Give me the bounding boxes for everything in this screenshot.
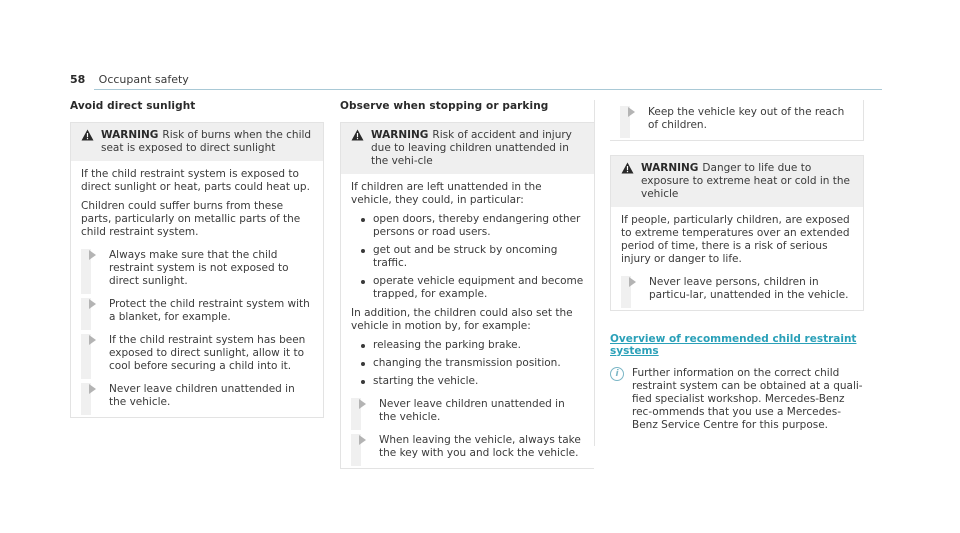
continued-body	[610, 100, 863, 140]
page-header	[70, 73, 189, 86]
instruction-step: If the child restraint system has been exposed to direct sunlight, allow it to cool before securing a child into it.	[81, 334, 313, 373]
warning-triangle-icon	[351, 129, 364, 141]
warning-header	[341, 123, 594, 174]
list-item: changing the transmission position.	[361, 357, 584, 370]
list-item: get out and be struck by oncoming traffic.	[361, 244, 584, 270]
note-text: Further information on the correct child restraint system can be obtained at a quali-fied specialist workshop. Mercedes-Benz rec-ommends that you use a Mercedes-Benz Service Centre for this purpose.	[632, 367, 863, 431]
continued-box	[610, 100, 864, 141]
arrow-right-icon	[628, 107, 635, 117]
paragraph: Children could suffer burns from these parts, particularly on metallic parts of the child restraint system.	[81, 200, 301, 238]
list-item: operate vehicle equipment and become trapped, for example.	[361, 275, 584, 301]
warning-label: WARNING	[371, 129, 429, 141]
heading-stopping-parking: Observe when stopping or parking	[340, 100, 549, 112]
arrow-right-icon	[359, 435, 366, 445]
warning-box-accident	[340, 122, 594, 469]
heading-avoid-sunlight: Avoid direct sunlight	[70, 100, 196, 112]
instruction-step: Never leave children unattended in the vehicle.	[81, 383, 313, 409]
instruction-step: Always make sure that the child restraint system is not exposed to direct sunlight.	[81, 249, 313, 288]
warning-triangle-icon	[81, 129, 94, 141]
paragraph: If children are left unattended in the vehicle, they could, in particular:	[351, 181, 542, 206]
bullet-list	[351, 213, 584, 301]
bullet-list	[351, 339, 584, 388]
instruction-step: Protect the child restraint system with a blanket, for example.	[81, 298, 313, 324]
warning-text: Risk of burns when the child seat is exposed to direct sunlight	[101, 129, 312, 154]
warning-label: WARNING	[101, 129, 159, 141]
arrow-right-icon	[89, 250, 96, 260]
arrow-right-icon	[359, 399, 366, 409]
overview-link[interactable]: Overview of recommended child restraint systems	[610, 333, 857, 357]
info-note	[610, 367, 864, 432]
paragraph: If people, particularly children, are exposed to extreme temperatures over an extended period of time, there is a risk of serious injury or danger to life.	[621, 214, 850, 265]
warning-label: WARNING	[641, 162, 699, 174]
column-1	[70, 100, 324, 418]
warning-header	[611, 156, 863, 207]
overview-section	[610, 333, 864, 357]
instruction-step: Never leave persons, children in particu-lar, unattended in the vehicle.	[621, 276, 853, 302]
paragraph: If the child restraint system is exposed to direct sunlight or heat, parts could heat up.	[81, 168, 310, 193]
instruction-step: Never leave children unattended in the vehicle.	[351, 398, 584, 424]
warning-triangle-icon	[621, 162, 634, 174]
warning-body	[71, 161, 323, 417]
warning-box-temperature	[610, 155, 864, 311]
paragraph: In addition, the children could also set the vehicle in motion by, for example:	[351, 307, 573, 332]
instruction-step: Keep the vehicle key out of the reach of children.	[620, 106, 853, 132]
column-3	[610, 100, 864, 432]
warning-body	[611, 207, 863, 310]
warning-text: Danger to life due to exposure to extreme heat or cold in the vehicle	[641, 162, 850, 200]
list-item: open doors, thereby endangering other persons or road users.	[361, 213, 584, 239]
arrow-right-icon	[89, 335, 96, 345]
arrow-right-icon	[89, 384, 96, 394]
list-item: releasing the parking brake.	[361, 339, 584, 352]
list-item: starting the vehicle.	[361, 375, 584, 388]
arrow-right-icon	[89, 299, 96, 309]
warning-box-burns	[70, 122, 324, 418]
info-icon: i	[610, 367, 624, 381]
column-2	[340, 100, 594, 469]
warning-header	[71, 123, 323, 161]
section-title: Occupant safety	[98, 73, 189, 86]
header-rule	[94, 89, 882, 90]
column-divider	[594, 100, 595, 446]
instruction-step: When leaving the vehicle, always take the key with you and lock the vehicle.	[351, 434, 584, 460]
warning-text: Risk of accident and injury due to leaving children unattended in the vehi-cle	[371, 129, 572, 167]
arrow-right-icon	[629, 277, 636, 287]
page-number: 58	[70, 73, 86, 86]
warning-body	[341, 174, 594, 468]
